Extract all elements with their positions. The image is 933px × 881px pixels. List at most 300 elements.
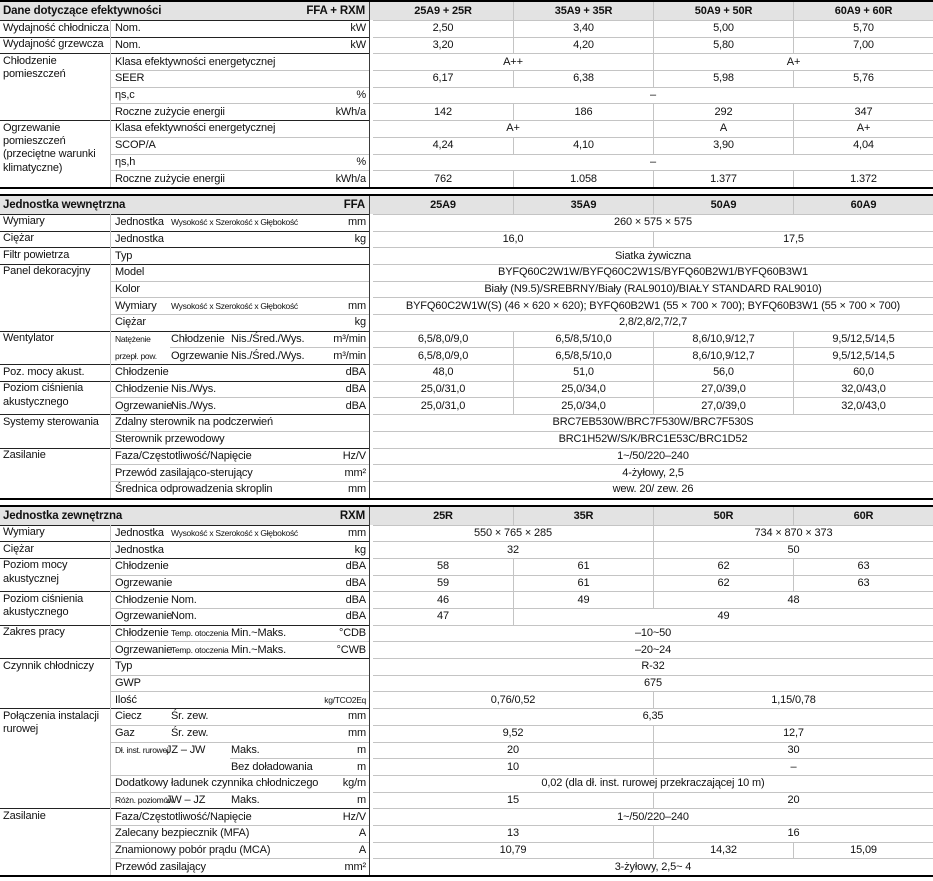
model-code: RXM xyxy=(339,509,365,522)
property-label: Wysokość x Szerokość x Głębokość xyxy=(171,527,298,538)
column-header: 35A9 xyxy=(513,196,653,214)
value-cell: wew. 20/ zew. 26 xyxy=(612,483,694,496)
property-cell xyxy=(110,658,369,675)
property-label: Roczne zużycie energii xyxy=(115,172,225,185)
column-header: 35R xyxy=(513,507,653,525)
value-cell: 59 xyxy=(437,576,449,589)
property-cell xyxy=(110,347,369,364)
property-cell xyxy=(110,314,369,331)
property-cell xyxy=(110,170,369,187)
property-label: JZ – JW xyxy=(166,743,206,756)
value-cell: 48 xyxy=(653,591,933,608)
data-cells xyxy=(373,641,933,658)
label-data-divider xyxy=(369,2,370,20)
property-label: Jednostka xyxy=(115,526,164,539)
column-headers xyxy=(373,196,933,214)
value-cell: 550 × 765 × 285 xyxy=(474,526,552,539)
value-cell: 0,02 (dla dł. inst. rurowej przekraczającej 10 m) xyxy=(541,777,765,790)
label-data-divider xyxy=(369,708,370,725)
property-cell xyxy=(110,808,369,825)
value-cell: 20 xyxy=(653,792,933,809)
value-cell: 49 xyxy=(513,608,933,625)
value-cell: 47 xyxy=(437,610,449,623)
label-data-divider xyxy=(369,507,370,525)
spec-row xyxy=(0,37,933,54)
label-data-divider xyxy=(369,87,370,104)
column-header: 25A9 + 25R xyxy=(414,5,472,17)
label-data-divider xyxy=(369,842,370,859)
property-cell xyxy=(110,247,369,264)
column-header: 35A9 + 35R xyxy=(513,2,653,20)
label-data-divider xyxy=(369,364,370,381)
property-label: Dodatkowy ładunek czynnika chłodniczego xyxy=(115,777,319,790)
spec-row xyxy=(0,397,933,414)
value-cell: 63 xyxy=(793,575,933,592)
property-label: Typ xyxy=(115,660,133,673)
property-label: Chłodzenie xyxy=(171,333,225,346)
section-header xyxy=(0,196,933,214)
data-cells xyxy=(373,137,933,154)
value-cell: BRC7EB530W/BRC7F530W/BRC7F530S xyxy=(552,416,754,429)
label-data-divider xyxy=(369,591,370,608)
property-cell xyxy=(110,708,369,725)
unit-label: mm xyxy=(347,526,366,539)
label-data-divider xyxy=(369,170,370,187)
value-cell: 5,76 xyxy=(793,70,933,87)
group-label: Ciężar xyxy=(3,232,34,245)
label-data-divider xyxy=(369,196,370,214)
data-cells xyxy=(373,431,933,448)
value-cell: BRC1H52W/S/K/BRC1E53C/BRC1D52 xyxy=(558,433,748,446)
property-label: SEER xyxy=(115,72,145,85)
column-header: 25A9 xyxy=(430,198,456,211)
property-label: Znamionowy pobór prądu (MCA) xyxy=(115,843,271,856)
label-data-divider xyxy=(369,675,370,692)
spec-row xyxy=(0,364,933,381)
property-label: Nom. xyxy=(115,39,141,52)
data-cells xyxy=(373,120,933,137)
property-cell xyxy=(110,691,369,708)
label-data-divider xyxy=(369,281,370,298)
value-cell: 2,50 xyxy=(432,22,454,35)
value-cell: 27,0/39,0 xyxy=(653,397,793,414)
value-cell: – xyxy=(650,155,656,168)
value-cell: 4,10 xyxy=(513,137,653,154)
spec-row xyxy=(0,825,933,842)
property-cell xyxy=(110,297,369,314)
data-cells xyxy=(373,381,933,398)
property-label: Zdalny sterownik na podczerwień xyxy=(115,416,273,429)
unit-label: °CDB xyxy=(338,627,366,640)
label-data-divider xyxy=(369,758,370,775)
label-data-divider xyxy=(369,742,370,759)
value-cell: BYFQ60C2W1W/BYFQ60C2W1S/BYFQ60B2W1/BYFQ60B3W1 xyxy=(498,266,808,279)
unit-label: m³/min xyxy=(333,333,366,346)
value-cell: A+ xyxy=(653,53,933,70)
data-cells xyxy=(373,347,933,364)
property-label: Kolor xyxy=(115,282,140,295)
property-cell xyxy=(110,608,369,625)
property-label: Natężenie xyxy=(115,334,151,345)
value-cell: 9,5/12,5/14,5 xyxy=(793,331,933,348)
value-cell: 6,17 xyxy=(432,72,454,85)
label-data-divider xyxy=(369,214,370,231)
label-data-divider xyxy=(369,792,370,809)
column-header: 60A9 + 60R xyxy=(793,2,933,20)
property-cell xyxy=(110,625,369,642)
value-cell: 2,8/2,8/2,7/2,7 xyxy=(618,316,688,329)
label-data-divider xyxy=(369,658,370,675)
value-cell: A++ xyxy=(503,55,523,68)
spec-row xyxy=(0,625,933,642)
label-data-divider xyxy=(369,691,370,708)
value-cell: 25,0/34,0 xyxy=(513,381,653,398)
data-cells xyxy=(373,70,933,87)
value-cell: 10 xyxy=(507,760,519,773)
property-cell xyxy=(110,675,369,692)
data-cells xyxy=(373,154,933,171)
unit-label: dBA xyxy=(345,383,366,396)
label-data-divider xyxy=(369,431,370,448)
value-cell: 186 xyxy=(513,103,653,120)
property-cell xyxy=(110,53,369,70)
property-label: Chłodzenie xyxy=(115,383,169,396)
data-cells xyxy=(373,842,933,859)
value-cell: 50 xyxy=(653,541,933,558)
data-cells xyxy=(373,758,933,775)
label-data-divider xyxy=(369,154,370,171)
property-label: Śr. zew. xyxy=(171,727,209,740)
unit-label: m xyxy=(356,743,366,756)
spec-row xyxy=(0,658,933,675)
property-label: Faza/Częstotliwość/Napięcie xyxy=(115,449,252,462)
property-label: Ogrzewanie xyxy=(115,610,173,623)
section-0 xyxy=(0,0,933,189)
spec-row xyxy=(0,858,933,875)
value-cell: 9,52 xyxy=(502,727,524,740)
property-cell xyxy=(110,231,369,248)
value-cell: 1~/50/220–240 xyxy=(617,810,689,823)
property-label: Dł. inst. rurowej xyxy=(115,744,169,755)
property-label: Gaz xyxy=(115,727,135,740)
group-label: Poziom ciśnienia akustycznego xyxy=(3,382,84,408)
value-cell: 762 xyxy=(434,172,452,185)
value-cell: 13 xyxy=(507,827,519,840)
label-data-divider xyxy=(369,37,370,54)
property-label: Temp. otoczenia xyxy=(171,644,229,655)
spec-row xyxy=(0,448,933,465)
value-cell: 3,40 xyxy=(513,20,653,37)
property-label: Sterownik przewodowy xyxy=(115,433,225,446)
unit-label: dBA xyxy=(345,366,366,379)
value-cell: 260 × 575 × 575 xyxy=(614,216,692,229)
property-cell xyxy=(110,414,369,431)
property-cell xyxy=(110,742,369,759)
property-cell xyxy=(110,775,369,792)
data-cells xyxy=(373,297,933,314)
property-label: Ogrzewanie xyxy=(115,399,173,412)
section-header xyxy=(0,507,933,525)
property-label: Chłodzenie xyxy=(115,560,169,573)
property-label: ηs,c xyxy=(115,89,135,102)
label-data-divider xyxy=(369,297,370,314)
value-cell: 6,5/8,5/10,0 xyxy=(513,331,653,348)
label-data-divider xyxy=(369,247,370,264)
data-cells xyxy=(373,825,933,842)
property-label: Maks. xyxy=(231,793,260,806)
unit-label: kg xyxy=(354,543,366,556)
value-cell: 20 xyxy=(507,743,519,756)
property-label: Przewód zasilający xyxy=(115,860,206,873)
group-label: Chłodzenie pomieszczeń xyxy=(3,54,66,81)
label-data-divider xyxy=(369,808,370,825)
column-header: 50A9 xyxy=(653,196,793,214)
value-cell: 9,5/12,5/14,5 xyxy=(793,347,933,364)
value-cell: 6,35 xyxy=(642,710,664,723)
label-data-divider xyxy=(369,448,370,465)
column-header: 50R xyxy=(653,507,793,525)
data-cells xyxy=(373,281,933,298)
value-cell: 58 xyxy=(437,560,449,573)
value-cell: 61 xyxy=(513,575,653,592)
label-data-divider xyxy=(369,137,370,154)
group-label: Filtr powietrza xyxy=(3,248,70,261)
data-cells xyxy=(373,481,933,498)
value-cell: 62 xyxy=(653,575,793,592)
spec-row xyxy=(0,103,933,120)
group-label: Zakres pracy xyxy=(3,626,65,639)
property-label: SCOP/A xyxy=(115,139,156,152)
property-cell xyxy=(110,397,369,414)
property-label: Wysokość x Szerokość x Głębokość xyxy=(171,300,298,311)
label-data-divider xyxy=(369,608,370,625)
unit-label: kWh/a xyxy=(335,105,366,118)
data-cells xyxy=(373,264,933,281)
group-label: Ogrzewanie pomieszczeń (przeciętne warunki klimatyczne) xyxy=(3,121,96,174)
data-cells xyxy=(373,448,933,465)
spec-row xyxy=(0,641,933,658)
property-cell xyxy=(110,137,369,154)
property-label: Średnica odprowadzenia skroplin xyxy=(115,483,273,496)
data-cells xyxy=(373,170,933,187)
label-data-divider xyxy=(369,575,370,592)
property-label: Ciecz xyxy=(115,710,142,723)
value-cell: 10,79 xyxy=(499,843,527,856)
property-label: Jednostka xyxy=(115,232,164,245)
value-cell: 48,0 xyxy=(432,366,454,379)
value-cell: 3-żyłowy, 2,5~ 4 xyxy=(614,860,692,873)
spec-row xyxy=(0,264,933,281)
value-cell: 1.058 xyxy=(513,170,653,187)
value-cell: 142 xyxy=(434,105,452,118)
value-cell: 12,7 xyxy=(653,725,933,742)
spec-row xyxy=(0,725,933,742)
label-data-divider xyxy=(369,481,370,498)
data-cells xyxy=(373,658,933,675)
property-cell xyxy=(110,87,369,104)
property-label: Nom. xyxy=(171,593,197,606)
value-cell: 62 xyxy=(653,558,793,575)
value-cell: 1~/50/220–240 xyxy=(617,449,689,462)
unit-label: A xyxy=(358,843,366,856)
value-cell: 32,0/43,0 xyxy=(793,397,933,414)
value-cell: 63 xyxy=(793,558,933,575)
label-data-divider xyxy=(369,347,370,364)
property-cell xyxy=(110,842,369,859)
value-cell: 1.377 xyxy=(653,170,793,187)
property-cell xyxy=(110,825,369,842)
value-cell: 27,0/39,0 xyxy=(653,381,793,398)
spec-row xyxy=(0,170,933,187)
property-label: przepł. pow. xyxy=(115,350,157,361)
data-cells xyxy=(373,414,933,431)
data-cells xyxy=(373,464,933,481)
property-cell xyxy=(110,641,369,658)
property-label: JW – JZ xyxy=(166,793,206,806)
property-label: Przewód zasilająco-sterujący xyxy=(115,466,253,479)
data-cells xyxy=(373,314,933,331)
unit-label: m xyxy=(356,760,366,773)
property-label: Jednostka xyxy=(115,216,164,229)
data-cells xyxy=(373,725,933,742)
value-cell: 6,5/8,5/10,0 xyxy=(513,347,653,364)
value-cell: R-32 xyxy=(641,660,665,673)
property-label: Wymiary xyxy=(115,299,157,312)
property-cell xyxy=(110,364,369,381)
value-cell: 1.372 xyxy=(793,170,933,187)
spec-row xyxy=(0,414,933,431)
property-label: Nis./Wys. xyxy=(171,399,216,412)
unit-label: kW xyxy=(350,22,366,35)
label-data-divider xyxy=(369,625,370,642)
section-title: Jednostka wewnętrzna xyxy=(3,198,126,211)
spec-row xyxy=(0,20,933,37)
section-header xyxy=(0,2,933,20)
value-cell: 0,76/0,52 xyxy=(490,693,536,706)
value-cell: 25,0/31,0 xyxy=(420,383,466,396)
label-data-divider xyxy=(369,103,370,120)
property-cell xyxy=(110,381,369,398)
property-cell xyxy=(110,264,369,281)
unit-label: kW xyxy=(350,39,366,52)
data-cells xyxy=(373,675,933,692)
property-label: Roczne zużycie energii xyxy=(115,105,225,118)
label-data-divider xyxy=(369,264,370,281)
property-label: Wysokość x Szerokość x Głębokość xyxy=(171,217,298,228)
value-cell: 25,0/31,0 xyxy=(420,399,466,412)
unit-label: kg xyxy=(354,232,366,245)
group-label: Systemy sterowania xyxy=(3,415,99,428)
value-cell: 30 xyxy=(653,742,933,759)
label-data-divider xyxy=(369,397,370,414)
spec-row xyxy=(0,331,933,348)
data-cells xyxy=(373,20,933,37)
value-cell: 56,0 xyxy=(653,364,793,381)
property-cell xyxy=(110,70,369,87)
property-label: Nis./Śred./Wys. xyxy=(231,333,305,346)
data-cells xyxy=(373,558,933,575)
data-cells xyxy=(373,742,933,759)
spec-row xyxy=(0,481,933,498)
value-cell: 5,98 xyxy=(653,70,793,87)
property-label: Chłodzenie xyxy=(115,627,169,640)
value-cell: 32 xyxy=(507,543,519,556)
column-headers xyxy=(373,507,933,525)
group-label: Zasilanie xyxy=(3,449,46,461)
unit-label: mm xyxy=(347,727,366,740)
value-cell: 675 xyxy=(644,677,662,690)
value-cell: –20~24 xyxy=(634,643,672,656)
group-label: Połączenia instalacji rurowej xyxy=(3,709,99,736)
value-cell: 4,20 xyxy=(513,37,653,54)
data-cells xyxy=(373,247,933,264)
value-cell: 6,5/8,0/9,0 xyxy=(417,333,469,346)
spec-row xyxy=(0,575,933,592)
model-code: FFA + RXM xyxy=(306,5,365,17)
spec-row xyxy=(0,541,933,558)
value-cell: 8,6/10,9/12,7 xyxy=(653,347,793,364)
unit-label: dBA xyxy=(345,399,366,412)
property-label: Ciężar xyxy=(115,316,146,329)
data-cells xyxy=(373,575,933,592)
spec-row xyxy=(0,70,933,87)
property-label: Jednostka xyxy=(115,543,164,556)
value-cell: 51,0 xyxy=(513,364,653,381)
property-label: Ogrzewanie xyxy=(171,349,229,362)
data-cells xyxy=(373,87,933,104)
spec-row xyxy=(0,231,933,248)
property-label: Bez doładowania xyxy=(231,760,313,773)
value-cell: BYFQ60C2W1W(S) (46 × 620 × 620); BYFQ60B2W1 (55 × 700 × 700); BYFQ60B3W1 (55 × 700 × 700) xyxy=(405,299,901,312)
property-cell xyxy=(110,448,369,465)
group-label: Czynnik chłodniczy xyxy=(3,659,94,672)
label-data-divider xyxy=(369,775,370,792)
value-cell: A+ xyxy=(506,122,520,135)
spec-row xyxy=(0,297,933,314)
value-cell: 15 xyxy=(507,793,519,806)
value-cell: 1,15/0,78 xyxy=(653,691,933,708)
unit-label: dBA xyxy=(345,610,366,623)
data-cells xyxy=(373,691,933,708)
data-cells xyxy=(373,858,933,875)
property-label: Śr. zew. xyxy=(171,710,209,723)
value-cell: 6,38 xyxy=(513,70,653,87)
property-cell xyxy=(110,525,369,542)
value-cell: 16 xyxy=(653,825,933,842)
value-cell: A xyxy=(653,120,793,137)
group-label: Wydajność chłodnicza xyxy=(3,21,109,34)
value-cell: 17,5 xyxy=(653,231,933,248)
property-label: Chłodzenie xyxy=(115,366,169,379)
property-cell xyxy=(110,120,369,137)
label-data-divider xyxy=(369,558,370,575)
section-title: Dane dotyczące efektywności xyxy=(3,5,162,17)
unit-label: dBA xyxy=(345,560,366,573)
unit-label: % xyxy=(356,89,366,102)
group-label: Poziom mocy akustycznej xyxy=(3,559,68,585)
property-cell xyxy=(110,758,369,775)
value-cell: –10~50 xyxy=(634,627,672,640)
spec-row xyxy=(0,464,933,481)
property-label: Klasa efektywności energetycznej xyxy=(115,55,276,68)
value-cell: 5,00 xyxy=(653,20,793,37)
label-data-divider xyxy=(369,414,370,431)
unit-label: m³/min xyxy=(333,349,366,362)
spec-row xyxy=(0,281,933,298)
unit-label: % xyxy=(356,155,366,168)
value-cell: 3,20 xyxy=(432,39,454,52)
label-data-divider xyxy=(369,20,370,37)
